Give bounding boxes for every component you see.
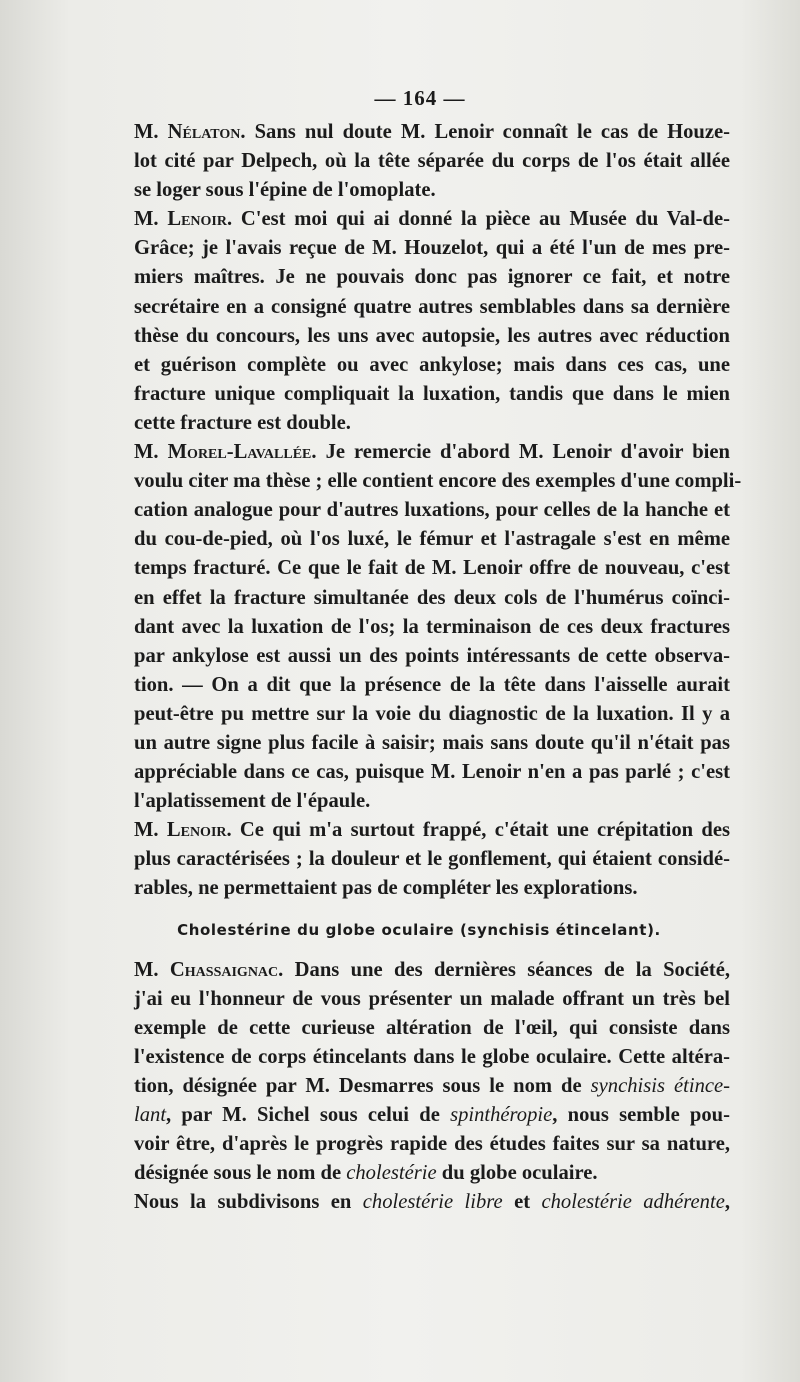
text-line: rables, ne permettaient pas de compléter les explorations.: [134, 877, 638, 900]
text-line: thèse du concours, les uns avec autopsie, les autres avec réduction: [134, 324, 730, 347]
text-line: du cou-de-pied, où l'os luxé, le fémur et l'astragale s'est en même: [134, 528, 730, 551]
paragraph-subdivision: [108, 1188, 730, 1217]
text-line: Grâce; je l'avais reçue de M. Houzelot, qui a été l'un de mes pre-: [134, 237, 730, 260]
text-line: M. Nélaton. Sans nul doute M. Lenoir connaît le cas de Houze-: [134, 121, 730, 143]
text-line: et guérison complète ou avec ankylose; mais dans ces cas, une: [134, 353, 730, 376]
text-line: par ankylose est aussi un des points intéressants de cette observa-: [134, 644, 730, 667]
text-line: lot cité par Delpech, où la tête séparée du corps de l'os était allée: [134, 150, 730, 173]
text-line: Nous la subdivisons en cholestérie libre et cholestérie adhérente,: [134, 1191, 730, 1214]
section-heading: Cholestérine du globe oculaire (synchisis étincelant).: [177, 920, 661, 939]
text-line: temps fracturé. Ce que le fait de M. Lenoir offre de nouveau, c'est: [134, 557, 730, 580]
text-line: lant, par M. Sichel sous celui de spinthéropie, nous semble pou-: [134, 1104, 730, 1126]
text-line: cette fracture est double.: [134, 411, 351, 434]
text-line: voir être, d'après le progrès rapide des études faites sur sa nature,: [134, 1133, 730, 1156]
text-line: dant avec la luxation de l'os; la terminaison de ces deux fractures: [134, 615, 730, 638]
italic-term: cholestérie libre: [362, 1191, 503, 1214]
italic-term: spinthéropie: [450, 1104, 553, 1126]
paragraph-nelaton: [108, 118, 730, 205]
text-line: en effet la fracture simultanée des deux cols de l'humérus coïnci-: [134, 586, 730, 609]
text-line: miers maîtres. Je ne pouvais donc pas ignorer ce fait, et notre: [134, 266, 730, 289]
speaker-name: M. Morel-Lavallée.: [134, 441, 317, 464]
text-line: se loger sous l'épine de l'omoplate.: [134, 179, 436, 202]
text-line: tion, désignée par M. Desmarres sous le nom de synchisis étince-: [134, 1074, 731, 1097]
text-line: j'ai eu l'honneur de vous présenter un malade offrant un très bel: [134, 987, 730, 1010]
text-line: désignée sous le nom de cholestérie du globe oculaire.: [134, 1162, 598, 1185]
paragraph-lenoir-1: [108, 205, 730, 438]
page-number: — 164 —: [374, 86, 466, 110]
italic-term: cholestérie: [346, 1162, 437, 1185]
text-line: M. Lenoir. C'est moi qui ai donné la pièce au Musée du Val-de-: [134, 208, 730, 231]
text-line: un autre signe plus facile à saisir; mais sans doute qu'il n'était pas: [134, 731, 730, 754]
speaker-name: M. Lenoir.: [134, 208, 233, 231]
text-line: M. Chassaignac. Dans une des dernières séances de la Société,: [134, 958, 731, 981]
text-line: plus caractérisées ; la douleur et le gonflement, qui étaient considé-: [134, 848, 730, 871]
text-line: l'aplatissement de l'épaule.: [134, 790, 371, 813]
text-line: l'existence de corps étincelants dans le globe oculaire. Cette altéra-: [134, 1045, 730, 1068]
text-line: fracture unique compliquait la luxation, tandis que dans le mien: [134, 382, 730, 405]
speaker-name: M. Lenoir.: [134, 819, 232, 842]
paragraph-morel-lavallee: [108, 438, 742, 816]
paragraph-lenoir-2: [108, 816, 730, 903]
text-line: secrétaire en a consigné quatre autres semblables dans sa dernière: [134, 295, 730, 318]
text-line: voulu citer ma thèse ; elle contient encore des exemples d'une compli-: [134, 470, 742, 493]
text-line: M. Lenoir. Ce qui m'a surtout frappé, c'était une crépitation des: [134, 819, 731, 842]
italic-term: cholestérie adhérente: [541, 1191, 725, 1214]
text-line: M. Morel-Lavallée. Je remercie d'abord M. Lenoir d'avoir bien: [134, 441, 730, 464]
text-line: peut-être pu mettre sur la voie du diagnostic de la luxation. Il y a: [134, 702, 730, 725]
text-line: exemple de cette curieuse altération de l'œil, qui consiste dans: [134, 1016, 730, 1039]
speaker-name: M. Nélaton.: [134, 121, 246, 143]
text-line: appréciable dans ce cas, puisque M. Lenoir n'en a pas parlé ; c'est: [134, 761, 730, 784]
text-line: cation analogue pour d'autres luxations, pour celles de la hanche et: [134, 499, 730, 522]
paragraph-chassaignac: [108, 956, 730, 1189]
italic-term: synchisis étince-: [590, 1074, 731, 1097]
italic-term: lant: [134, 1104, 167, 1126]
speaker-name: M. Chassaignac.: [134, 958, 284, 981]
body-text: [108, 118, 742, 1217]
text-line: tion. — On a dit que la présence de la tête dans l'aisselle aurait: [134, 673, 730, 696]
